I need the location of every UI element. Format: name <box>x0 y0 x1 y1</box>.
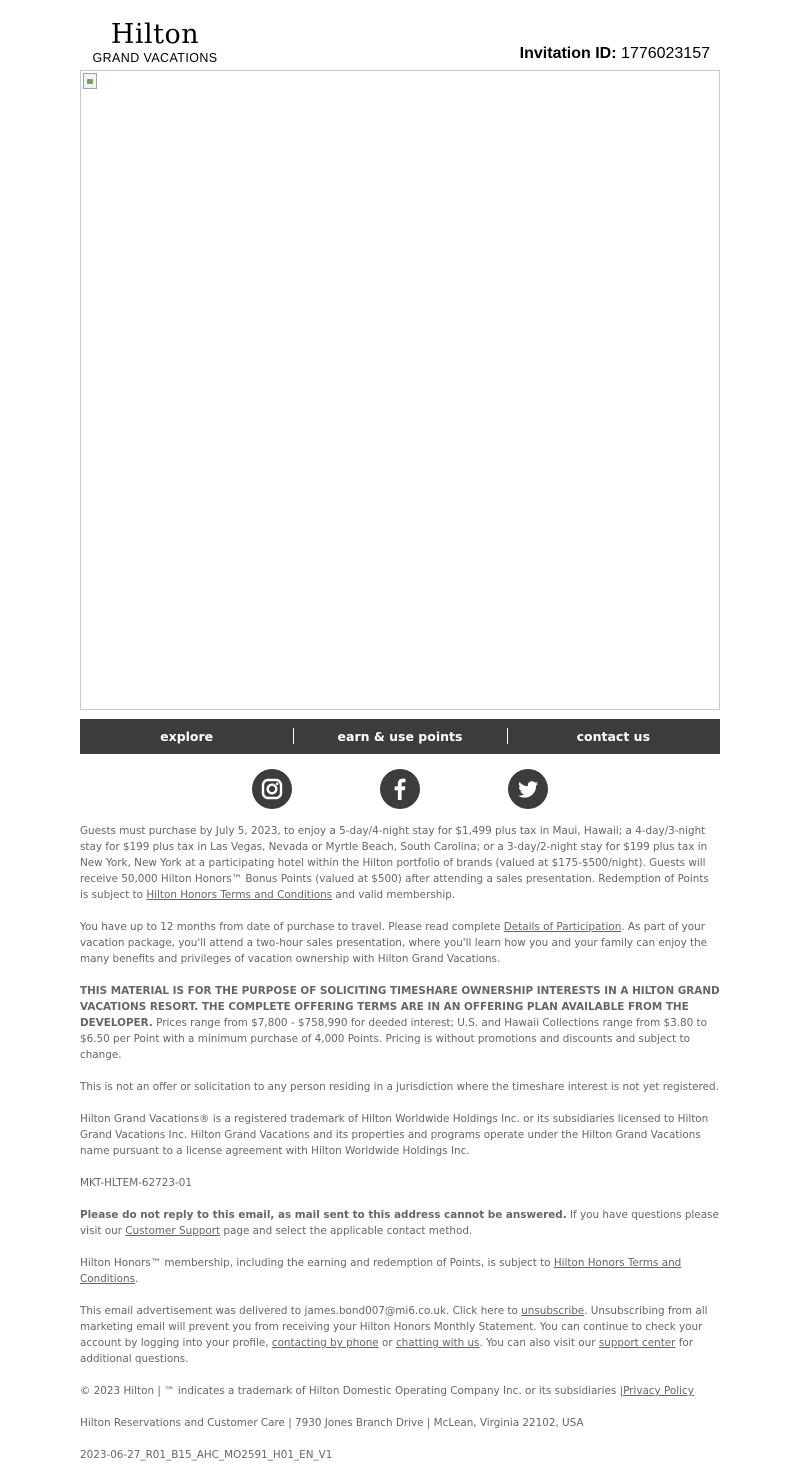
legal-text: page and select the applicable contact method. <box>220 1225 473 1237</box>
legal-reference-code: MKT-HLTEM-62723-01 <box>80 1177 192 1189</box>
legal-text: You have up to 12 months from date of purchase to travel. Please read complete <box>80 921 504 933</box>
broken-image-icon <box>83 73 97 89</box>
unsubscribe-link[interactable]: unsubscribe <box>521 1305 585 1317</box>
legal-campaign-code: 2023-06-27_R01_B15_AHC_MO2591_H01_EN_V1 <box>80 1449 333 1461</box>
facebook-icon[interactable] <box>380 769 420 809</box>
legal-text: . <box>135 1273 139 1285</box>
legal-text: for additional questions. <box>80 1337 694 1365</box>
legal-text: . You can also visit our <box>479 1337 599 1349</box>
social-links <box>80 769 720 809</box>
honors-terms-link-2[interactable]: Hilton Honors Terms and Conditions <box>80 1257 682 1285</box>
legal-text: If you have questions please visit our <box>80 1209 719 1237</box>
legal-disclaimer <box>80 823 720 1479</box>
customer-support-link[interactable]: Customer Support <box>125 1225 221 1237</box>
nav-earn-use-points-link[interactable]: earn & use points <box>293 719 506 754</box>
invitation-label: Invitation ID: <box>519 45 617 62</box>
legal-text: Prices range from $7,800 - $758,990 for deeded interest; U.S. and Hawaii Collections range from $3.80 to $6.50 per Point with a minimum purchase of 4,000 Points. Pricing is without promotions and discounts and subject to change. <box>80 1017 707 1061</box>
legal-paragraph-timeshare <box>80 983 720 1063</box>
legal-text: This email advertisement was delivered to james.bond007@mi6.co.uk. Click here to <box>80 1305 522 1317</box>
legal-bold-text: THIS MATERIAL IS FOR THE PURPOSE OF SOLICITING TIMESHARE OWNERSHIP INTERESTS IN A HILTON GRAND VACATIONS RESORT. THE COMPLETE OFFERING TERMS ARE IN AN OFFERING PLAN AVAILABLE FROM THE DEVELOPER. <box>80 985 720 1029</box>
legal-address: Hilton Reservations and Customer Care | 7930 Jones Branch Drive | McLean, Virginia 22102, USA <box>80 1417 584 1429</box>
legal-paragraph-no-reply <box>80 1207 720 1239</box>
legal-paragraph-unsubscribe <box>80 1303 720 1367</box>
footer-nav-bar <box>80 719 720 754</box>
hero-image-broken[interactable] <box>80 70 720 710</box>
support-center-link[interactable]: support center <box>598 1337 676 1349</box>
nav-contact-us-link[interactable]: contact us <box>507 719 720 754</box>
chatting-with-us-link[interactable]: chatting with us <box>395 1337 480 1349</box>
legal-text: © 2023 Hilton | ™ indicates a trademark of Hilton Domestic Operating Company Inc. or its subsidiaries | <box>80 1385 624 1397</box>
legal-paragraph-offer <box>80 823 720 903</box>
details-of-participation-link[interactable]: Details of Participation <box>503 921 622 933</box>
privacy-policy-link[interactable]: Privacy Policy <box>623 1385 694 1397</box>
invitation-number: 1776023157 <box>621 45 710 62</box>
email-header <box>80 0 720 70</box>
contacting-by-phone-link[interactable]: contacting by phone <box>271 1337 379 1349</box>
honors-terms-link[interactable]: Hilton Honors Terms and Conditions <box>146 889 333 901</box>
logo-subtitle: GRAND VACATIONS <box>92 51 218 65</box>
legal-paragraph-honors <box>80 1255 720 1287</box>
instagram-icon[interactable] <box>252 769 292 809</box>
legal-text: Hilton Honors™ membership, including the earning and redemption of Points, is subject to <box>80 1257 554 1269</box>
legal-paragraph-jurisdiction: This is not an offer or solicitation to any person residing in a jurisdiction where the timeshare interest is not yet registered. <box>80 1081 719 1093</box>
legal-text: or <box>378 1337 396 1349</box>
legal-text: and valid membership. <box>332 889 456 901</box>
twitter-icon[interactable] <box>508 769 548 809</box>
legal-text: . Unsubscribing from all marketing email will prevent you from receiving your Hilton Honors Monthly Statement. You can continue to check your account by logging into your profile, <box>80 1305 708 1349</box>
legal-text: Guests must purchase by July 5, 2023, to enjoy a 5-day/4-night stay for $1,499 plus tax in Maui, Hawaii; a 4-day/3-night stay for $199 plus tax in Las Vegas, Nevada or Myrtle Beach, South Carolina; or a 3-day/2-night stay for $199 plus tax in New York, New York at a participating hotel within the Hilton portfolio of brands (valued at $175-$500/night). Guests will receive 50,000 Hilton Honors™ Bonus Points (valued at $500) after attending a sales presentation. Redemption of Points is subject to <box>80 825 709 901</box>
nav-explore-link[interactable]: explore <box>160 729 214 744</box>
legal-paragraph-trademark: Hilton Grand Vacations® is a registered trademark of Hilton Worldwide Holdings Inc. or its subsidiaries licensed to Hilton Grand Vacations Inc. Hilton Grand Vacations and its properties and programs operate under the Hilton Grand Vacations name pursuant to a license agreement with Hilton Worldwide Holdings Inc. <box>80 1113 709 1157</box>
legal-text: . As part of your vacation package, you'll attend a two-hour sales presentation, where you'll learn how you and your family can enjoy the many benefits and privileges of vacation ownership with Hilton Grand Vacations. <box>80 921 708 965</box>
legal-paragraph-copyright <box>80 1383 720 1399</box>
invitation-id <box>520 45 710 63</box>
legal-paragraph-travel <box>80 919 720 967</box>
legal-bold-text: Please do not reply to this email, as mail sent to this address cannot be answered. <box>80 1209 567 1221</box>
hilton-grand-vacations-logo[interactable] <box>90 20 220 65</box>
logo-wordmark: Hilton <box>110 19 200 50</box>
